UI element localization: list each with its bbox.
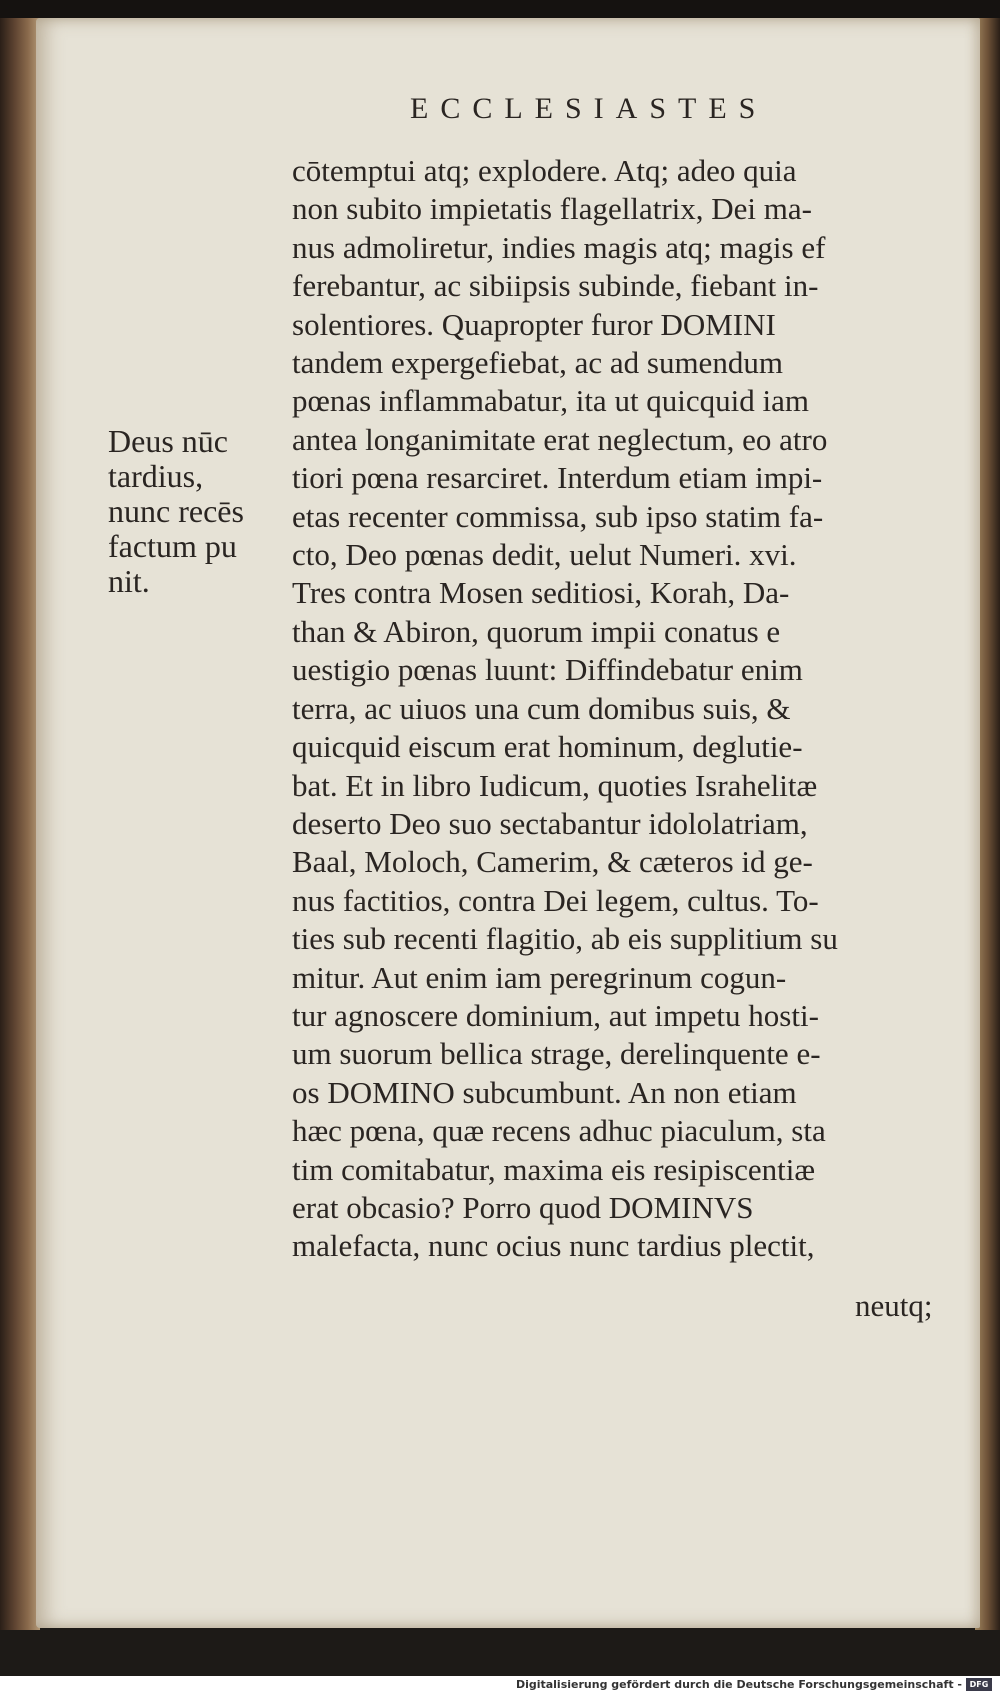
text-line: quicquid eiscum erat hominum, deglutie-	[292, 729, 803, 765]
text-line: pœnas inflammabatur, ita ut quicquid iam	[292, 383, 810, 419]
text-line: than & Abiron, quorum impii conatus e	[292, 613, 781, 649]
text-line: antea longanimitate erat neglectum, eo atro	[292, 421, 828, 457]
text-line: tiori pœna resarciret. Interdum etiam impi-	[292, 460, 823, 496]
dfg-logo: DFG	[966, 1678, 992, 1691]
text-line: terra, ac uiuos una cum domibus suis, &	[292, 690, 791, 726]
text-line: bat. Et in libro Iudicum, quoties Israhelitæ	[292, 767, 818, 803]
text-line: os DOMINO subcumbunt. An non etiam	[292, 1074, 797, 1110]
text-line: ferebantur, ac sibiipsis subinde, fiebant in-	[292, 268, 819, 304]
text-line: ties sub recenti flagitio, ab eis supplitium su	[292, 921, 838, 957]
margin-note-line: nunc recēs	[108, 493, 244, 529]
book-edge-left	[0, 18, 40, 1630]
text-line: solentiores. Quapropter furor DOMINI	[292, 306, 776, 342]
text-line: tur agnoscere dominium, aut impetu hosti-	[292, 997, 819, 1033]
margin-note	[108, 424, 278, 599]
text-line: um suorum bellica strage, derelinquente e-	[292, 1036, 821, 1072]
digitization-credit: Digitalisierung gefördert durch die Deutsche Forschungsgemeinschaft -	[515, 1678, 962, 1691]
text-line: non subito impietatis flagellatrix, Dei ma-	[292, 191, 812, 227]
margin-note-line: tardius,	[108, 458, 204, 494]
text-line: Tres contra Mosen seditiosi, Korah, Da-	[292, 575, 790, 611]
text-line: etas recenter commissa, sub ipso statim fa-	[292, 498, 824, 534]
text-line: hæc pœna, quæ recens adhuc piaculum, sta	[292, 1113, 826, 1149]
text-line: mitur. Aut enim iam peregrinum cogun-	[292, 959, 787, 995]
text-line: tim comitabatur, maxima eis resipiscentiæ	[292, 1151, 816, 1187]
text-line: tandem expergefiebat, ac ad sumendum	[292, 345, 783, 381]
text-line: cto, Deo pœnas dedit, uelut Numeri. xvi.	[292, 537, 797, 573]
catchword: neutq;	[855, 1288, 933, 1323]
margin-note-line: nit.	[108, 563, 150, 599]
text-line: Baal, Moloch, Camerim, & cæteros id ge-	[292, 844, 813, 880]
text-line: cōtemptui atq; explodere. Atq; adeo quia	[292, 153, 797, 188]
text-line: deserto Deo suo sectabantur idololatriam,	[292, 805, 808, 841]
text-line: nus factitios, contra Dei legem, cultus. To-	[292, 882, 819, 918]
text-line: erat obcasio? Porro quod DOMINVS	[292, 1189, 754, 1225]
margin-note-line: factum pu	[108, 528, 237, 564]
text-line: uestigio pœnas luunt: Diffindebatur enim	[292, 652, 803, 688]
margin-note-line: Deus nūc	[108, 423, 228, 459]
body-text	[292, 152, 952, 1266]
text-line: malefacta, nunc ocius nunc tardius plectit,	[292, 1228, 815, 1264]
text-line: nus admoliretur, indies magis atq; magis ef	[292, 229, 826, 265]
running-head: ECCLESIASTES	[410, 92, 768, 125]
